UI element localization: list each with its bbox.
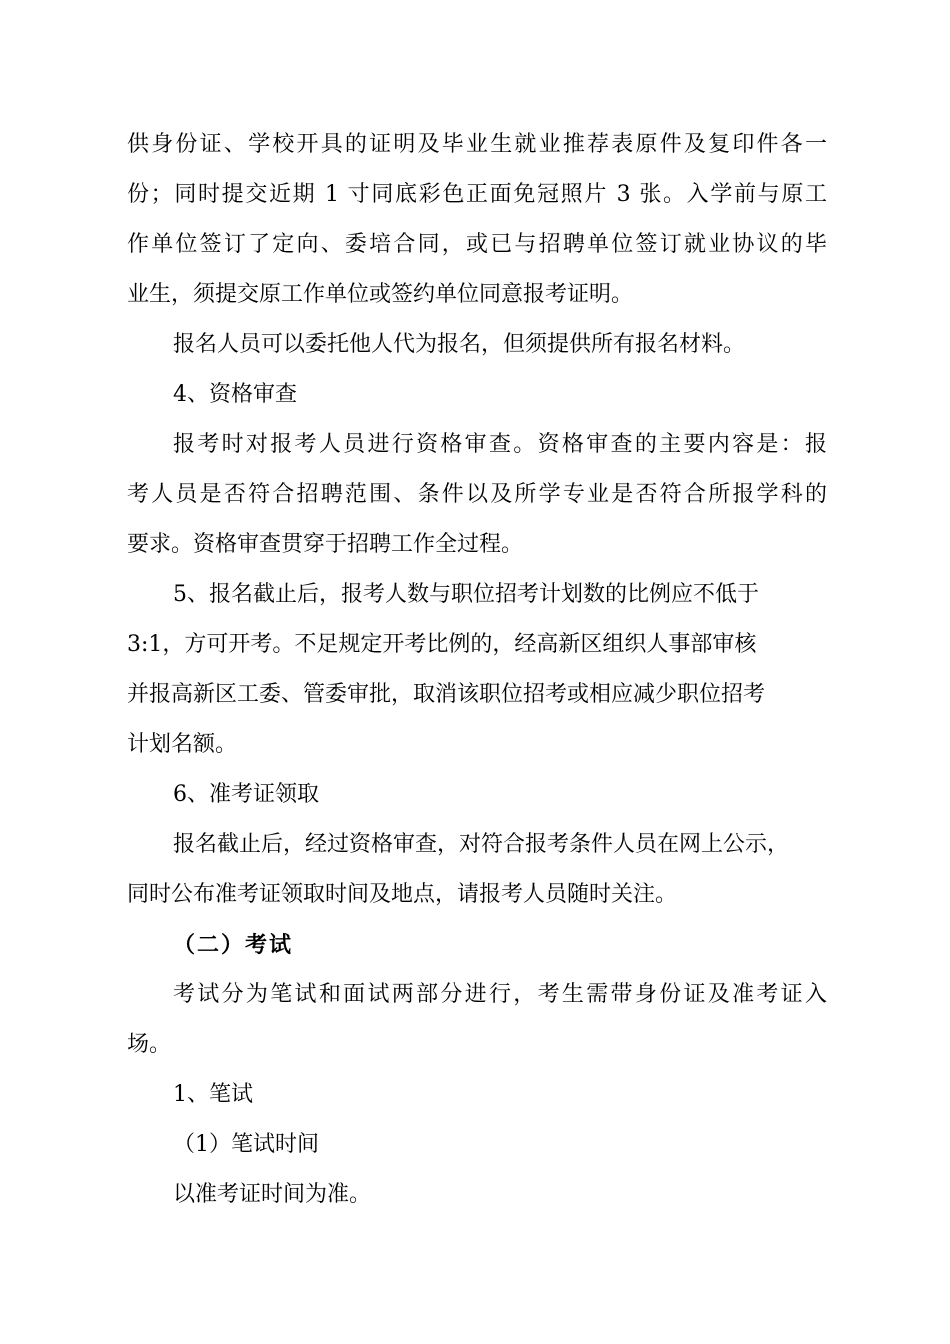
paragraph-line: 并报高新区工委、管委审批，取消该职位招考或相应减少职位招考 xyxy=(127,682,766,707)
paragraph-line: 计划名额。 xyxy=(127,732,238,757)
paragraph-line: 要求。资格审查贯穿于招聘工作全过程。 xyxy=(127,532,524,557)
paragraph-line: 3:1，方可开考。不足规定开考比例的，经高新区组织人事部审核 xyxy=(127,632,757,657)
section-heading: 4、资格审查 xyxy=(173,382,297,407)
paragraph-line: 份；同时提交近期 1 寸同底彩色正面免冠照片 3 张。入学前与原工 xyxy=(127,182,827,207)
paragraph-line: 考人员是否符合招聘范围、条件以及所学专业是否符合所报学科的 xyxy=(127,482,827,507)
paragraph-line: 场。 xyxy=(127,1032,172,1057)
paragraph-line: 报名人员可以委托他人代为报名，但须提供所有报名材料。 xyxy=(173,332,746,357)
section-heading: 6、准考证领取 xyxy=(173,782,319,807)
paragraph-line: 供身份证、学校开具的证明及毕业生就业推荐表原件及复印件各一 xyxy=(127,132,827,157)
paragraph-line: 考试分为笔试和面试两部分进行，考生需带身份证及准考证入 xyxy=(173,982,827,1007)
document-body xyxy=(127,128,827,1228)
paragraph-line: 同时公布准考证领取时间及地点，请报考人员随时关注。 xyxy=(127,882,678,907)
paragraph-line: 5、报名截止后，报考人数与职位招考计划数的比例应不低于 xyxy=(173,582,759,607)
chapter-heading: （二）考试 xyxy=(173,932,294,958)
subsection-heading: （1）笔试时间 xyxy=(173,1132,319,1157)
paragraph-line: 业生，须提交原工作单位或签约单位同意报考证明。 xyxy=(127,282,634,307)
paragraph-line: 以准考证时间为准。 xyxy=(173,1182,372,1207)
section-heading: 1、笔试 xyxy=(173,1082,253,1107)
paragraph-line: 作单位签订了定向、委培合同，或已与招聘单位签订就业协议的毕 xyxy=(127,232,827,257)
paragraph-line: 报考时对报考人员进行资格审查。资格审查的主要内容是：报 xyxy=(173,432,827,457)
paragraph-line: 报名截止后，经过资格审查，对符合报考条件人员在网上公示， xyxy=(173,832,790,857)
